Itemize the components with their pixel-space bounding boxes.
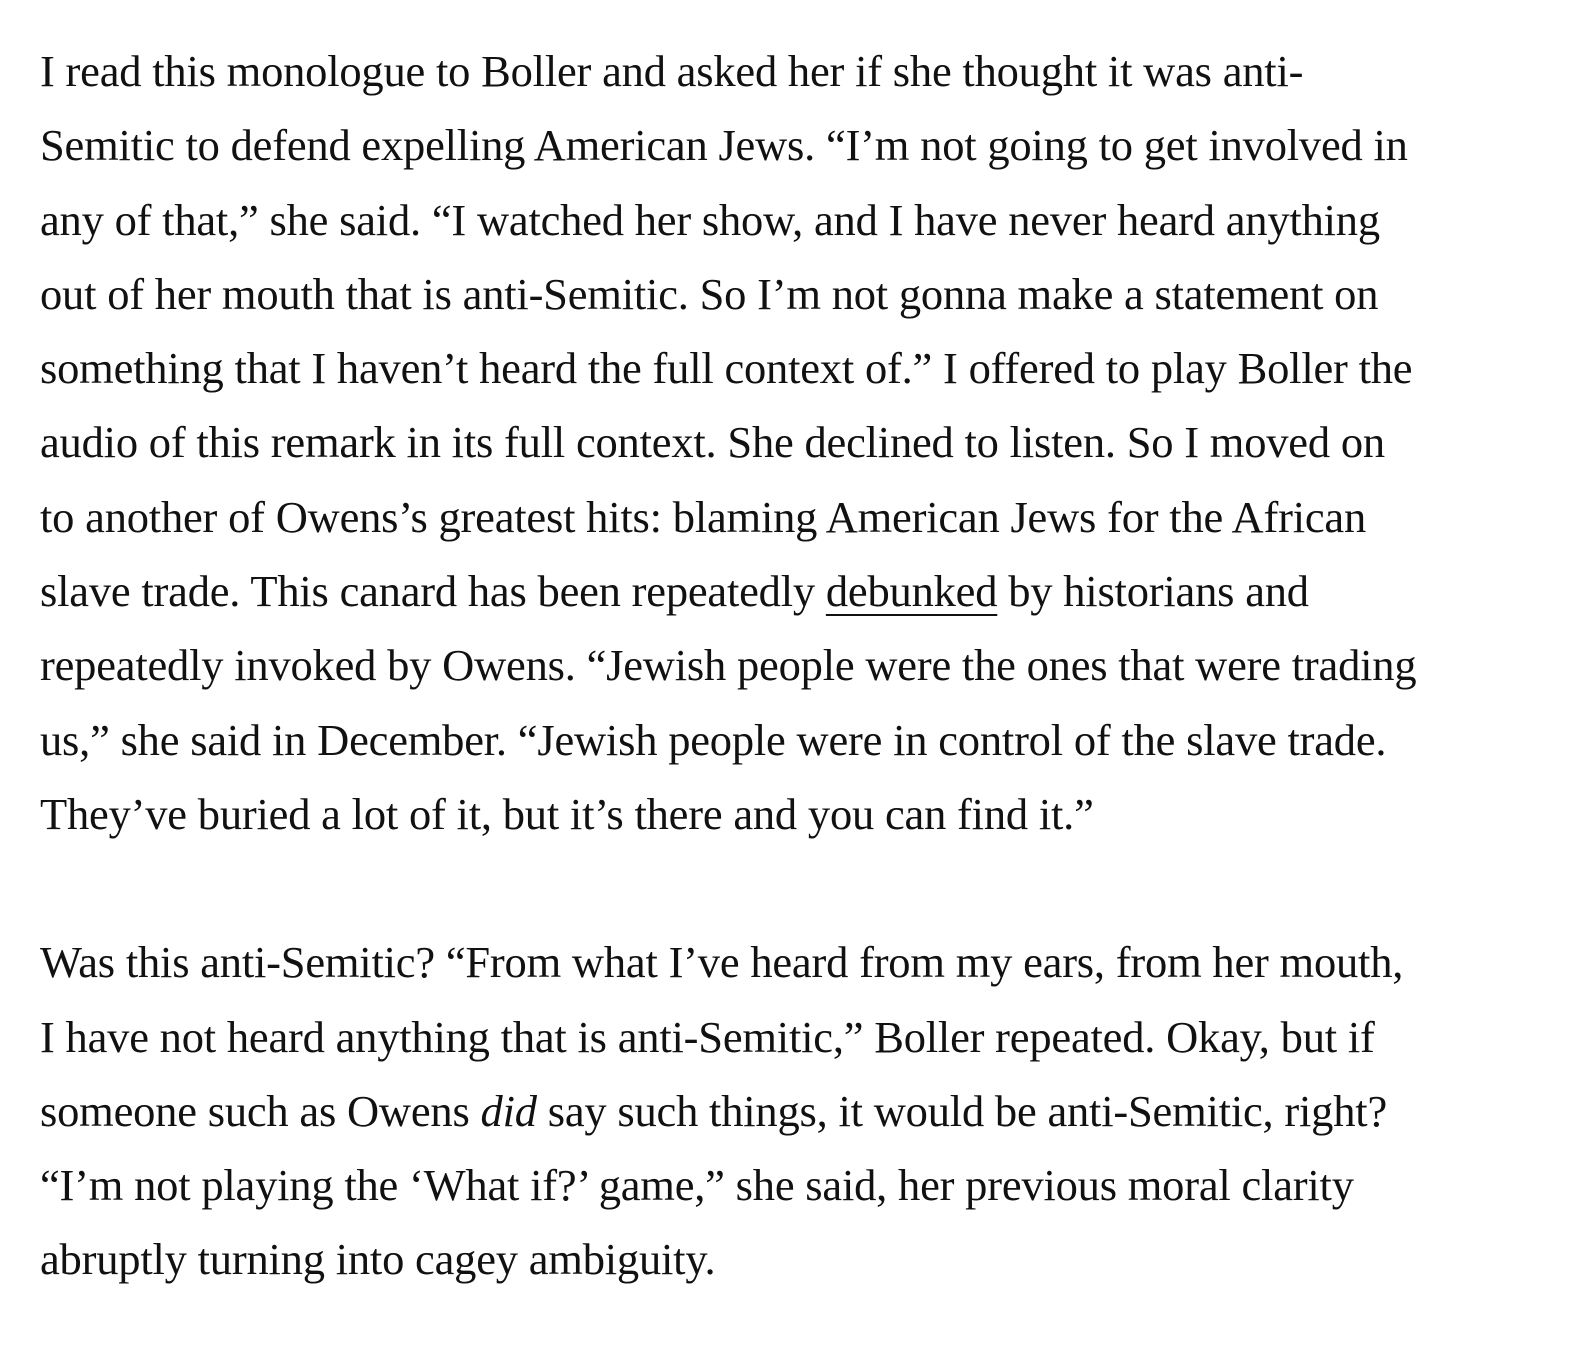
text-line: abruptly turning into cagey ambiguity.: [40, 1234, 716, 1285]
text-line-with-link: [40, 554, 1540, 628]
paragraph-2: [40, 925, 1540, 1296]
text-line: Was this anti-Semitic? “From what I’ve heard from my ears, from her mouth,: [40, 937, 1404, 988]
text-line: to another of Owens’s greatest hits: blaming American Jews for the African: [40, 491, 1367, 542]
text-line: repeatedly invoked by Owens. “Jewish people were the ones that were trading: [40, 640, 1417, 691]
emphasized-word: did: [480, 1085, 537, 1136]
text-line: They’ve buried a lot of it, but it’s there and you can find it.”: [40, 788, 1094, 839]
text-line: out of her mouth that is anti-Semitic. So I’m not gonna make a statement on: [40, 268, 1379, 319]
text-line: I read this monologue to Boller and asked her if she thought it was anti-: [40, 46, 1304, 96]
text-line: audio of this remark in its full context. She declined to listen. So I moved on: [40, 417, 1385, 468]
text-line: I have not heard anything that is anti-Semitic,” Boller repeated. Okay, but if: [40, 1011, 1375, 1062]
text-fragment: say such things, it would be anti-Semitic, right?: [536, 1085, 1387, 1136]
debunked-link[interactable]: debunked: [825, 566, 998, 617]
text-line-with-emphasis: [40, 1074, 1540, 1148]
paragraph-1: [40, 34, 1540, 851]
text-fragment: by historians and: [997, 566, 1309, 617]
text-line: “I’m not playing the ‘What if?’ game,” she said, her previous moral clarity: [40, 1160, 1354, 1211]
text-fragment: someone such as Owens: [40, 1085, 481, 1136]
article-body: [40, 34, 1540, 1371]
text-fragment: slave trade. This canard has been repeatedly: [40, 566, 826, 617]
text-line: Semitic to defend expelling American Jews. “I’m not going to get involved in: [40, 120, 1408, 171]
text-line: something that I haven’t heard the full context of.” I offered to play Boller the: [40, 343, 1413, 394]
text-line: any of that,” she said. “I watched her show, and I have never heard anything: [40, 194, 1380, 245]
text-line: us,” she said in December. “Jewish people were in control of the slave trade.: [40, 714, 1387, 765]
